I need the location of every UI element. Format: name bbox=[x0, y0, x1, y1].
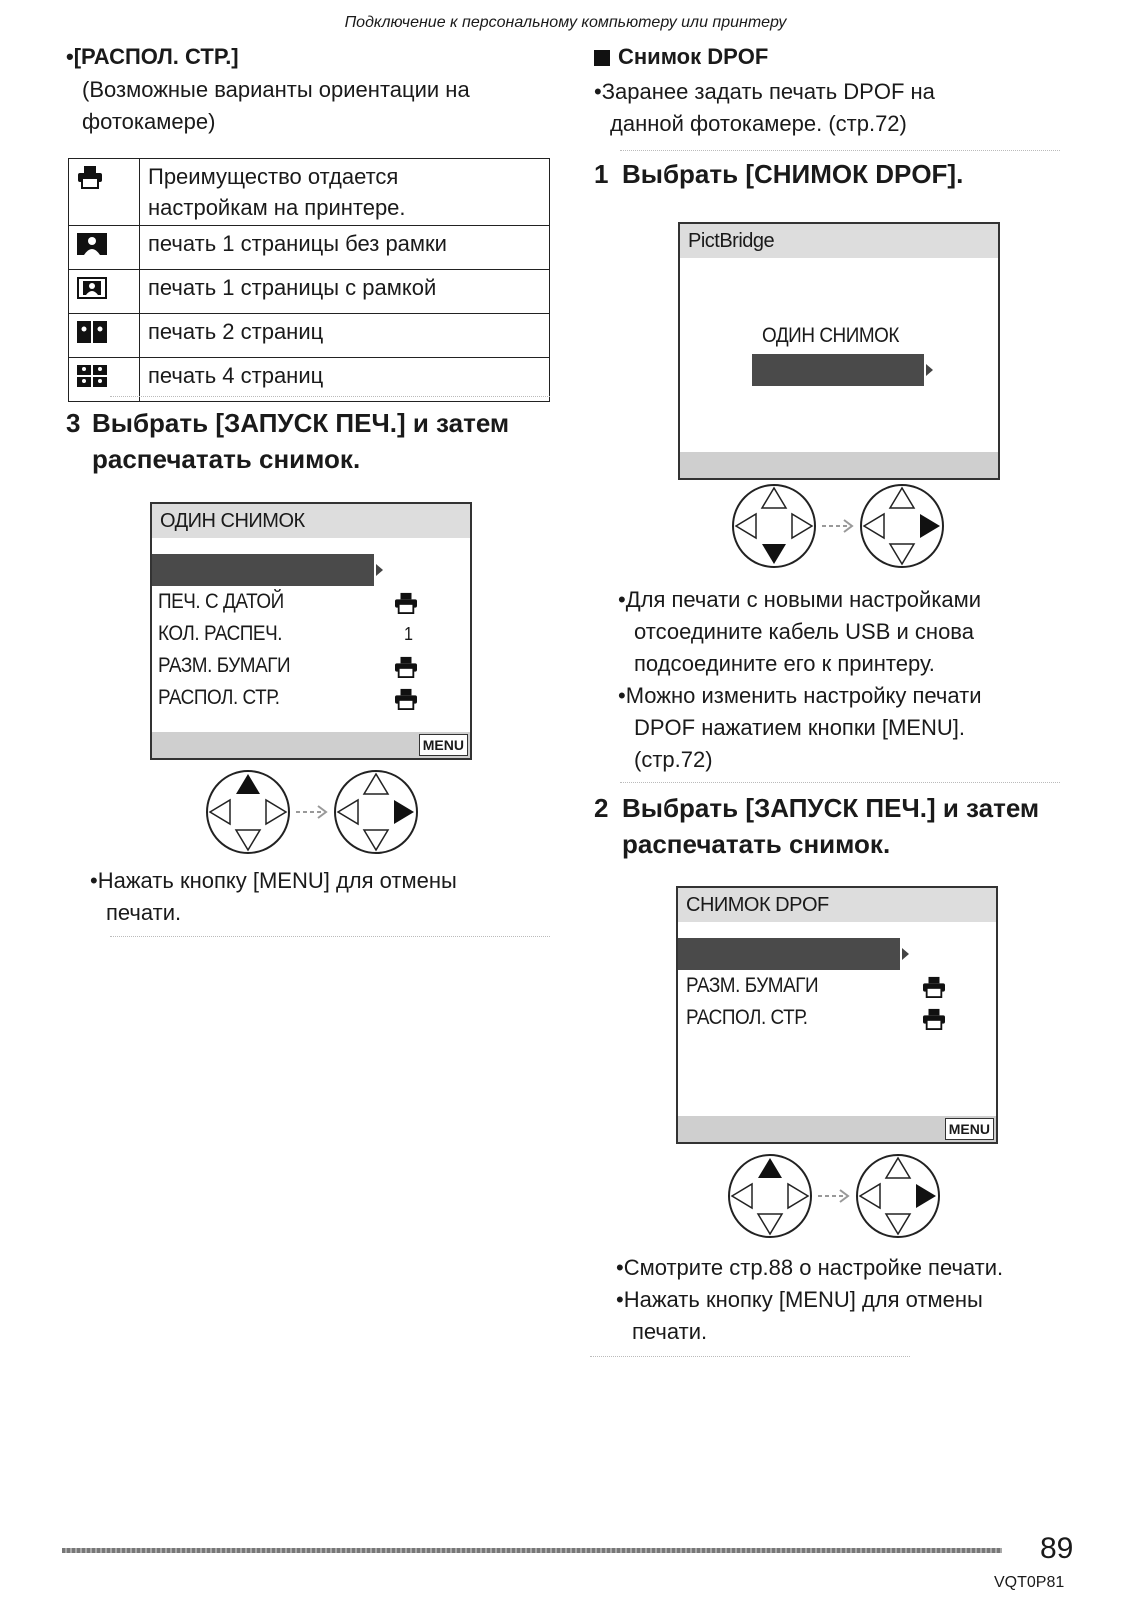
table-text-cell: печать 1 страницы с рамкой bbox=[140, 270, 550, 314]
table-text-cell: Преимущество отдается настройкам на принтере. bbox=[140, 159, 550, 226]
arrow-right-icon bbox=[926, 364, 933, 376]
count-value: 1 bbox=[404, 624, 413, 644]
printer-icon bbox=[922, 1008, 946, 1030]
arrow-right-icon bbox=[818, 1190, 848, 1202]
square-bullet-icon bbox=[594, 50, 610, 66]
2-page-icon bbox=[77, 321, 107, 343]
step3-line2: распечатать снимок. bbox=[92, 444, 361, 474]
menu-row-layout: РАСПОЛ. СТР. bbox=[686, 1006, 808, 1029]
page-header: Подключение к персональному компьютеру или принтеру bbox=[344, 14, 787, 31]
dpad-up-icon bbox=[207, 771, 289, 853]
camera-screen-pictbridge bbox=[678, 222, 1000, 480]
note-line: (стр.72) bbox=[634, 747, 713, 772]
printer-icon bbox=[394, 688, 418, 710]
step1-number: 1 bbox=[594, 159, 609, 189]
table-row bbox=[69, 226, 550, 270]
menu-row-paper-size: РАЗМ. БУМАГИ bbox=[158, 654, 291, 677]
printer-icon bbox=[394, 656, 418, 678]
note-line: отсоедините кабель USB и снова bbox=[634, 619, 974, 644]
note-line: •Нажать кнопку [MENU] для отмены bbox=[616, 1287, 983, 1312]
step3-line1: Выбрать [ЗАПУСК ПЕЧ.] и затем bbox=[92, 408, 510, 438]
selected-item-highlight bbox=[752, 354, 924, 386]
printer-icon bbox=[77, 165, 103, 189]
step2-line2: распечатать снимок. bbox=[622, 829, 891, 859]
note-line: подсоедините его к принтеру. bbox=[634, 651, 935, 676]
dpad-sequence bbox=[730, 482, 948, 570]
printer-icon bbox=[394, 592, 418, 614]
step2-line1: Выбрать [ЗАПУСК ПЕЧ.] и затем bbox=[622, 793, 1040, 823]
table-text-cell: печать 4 страниц bbox=[140, 358, 550, 402]
camera-screen-single bbox=[150, 502, 472, 760]
dpad-right-icon bbox=[335, 771, 417, 853]
dpad-down-icon bbox=[733, 485, 815, 567]
dpad-sequence bbox=[726, 1152, 944, 1240]
menu-item-single: ОДИН СНИМОК bbox=[762, 324, 899, 347]
table-text-cell: печать 1 страницы без рамки bbox=[140, 226, 550, 270]
step3-number: 3 bbox=[66, 408, 81, 438]
step1-text: Выбрать [СНИМОК DPOF]. bbox=[622, 159, 964, 189]
arrow-right-icon bbox=[822, 520, 852, 532]
document-code: VQT0P81 bbox=[994, 1574, 1065, 1591]
bordered-1-page-icon bbox=[77, 277, 107, 299]
note-line: •Для печати с новыми настройками bbox=[618, 587, 982, 612]
layout-options-table bbox=[68, 158, 550, 402]
dpad-right-icon bbox=[857, 1155, 939, 1237]
note-line: •Смотрите стр.88 о настройке печати. bbox=[616, 1255, 1004, 1280]
borderless-1-page-icon bbox=[77, 233, 107, 255]
note-line: •Можно изменить настройку печати bbox=[618, 683, 982, 708]
dpad-right-icon bbox=[861, 485, 943, 567]
menu-row-date: ПЕЧ. С ДАТОЙ bbox=[158, 590, 284, 613]
screen-footer-bar bbox=[152, 732, 470, 758]
cancel-note-line1: •Нажать кнопку [MENU] для отмены bbox=[90, 868, 457, 893]
selected-item-highlight bbox=[678, 938, 900, 970]
dpad-up-icon bbox=[729, 1155, 811, 1237]
step2-number: 2 bbox=[594, 793, 609, 823]
cancel-note-line2: печати. bbox=[106, 900, 182, 925]
screen-title: ОДИН СНИМОК bbox=[152, 504, 470, 538]
menu-row-count: КОЛ. РАСПЕЧ. bbox=[158, 622, 283, 645]
menu-row-layout: РАСПОЛ. СТР. bbox=[158, 686, 280, 709]
printer-icon bbox=[922, 976, 946, 998]
dpof-heading: Снимок DPOF bbox=[618, 44, 769, 69]
arrow-right-icon bbox=[902, 948, 909, 960]
layout-note-line1: (Возможные варианты ориентации на bbox=[82, 77, 470, 102]
screen-title: PictBridge bbox=[680, 224, 998, 258]
dpad-sequence bbox=[204, 768, 422, 856]
arrow-right-icon bbox=[376, 564, 383, 576]
menu-badge: MENU bbox=[419, 734, 468, 756]
layout-note-line2: фотокамере) bbox=[82, 109, 216, 134]
note-line: DPOF нажатием кнопки [MENU]. bbox=[634, 715, 965, 740]
screen-title: СНИМОК DPOF bbox=[678, 888, 996, 922]
table-row bbox=[69, 270, 550, 314]
menu-badge: MENU bbox=[945, 1118, 994, 1140]
note-line: печати. bbox=[632, 1319, 708, 1344]
4-page-icon bbox=[77, 365, 107, 387]
table-text-cell: печать 2 страниц bbox=[140, 314, 550, 358]
arrow-right-icon bbox=[296, 806, 326, 818]
layout-heading: •[РАСПОЛ. СТР.] bbox=[66, 44, 239, 69]
page-number: 89 bbox=[1040, 1532, 1074, 1565]
dpof-note-line1: •Заранее задать печать DPOF на bbox=[594, 79, 935, 104]
screen-footer-bar bbox=[680, 452, 998, 478]
selected-item-highlight bbox=[152, 554, 374, 586]
dpof-note-line2: данной фотокамере. (стр.72) bbox=[610, 111, 907, 136]
table-row bbox=[69, 358, 550, 402]
table-row bbox=[69, 314, 550, 358]
table-icon-cell bbox=[69, 159, 140, 226]
table-row bbox=[69, 159, 550, 226]
menu-row-paper-size: РАЗМ. БУМАГИ bbox=[686, 974, 819, 997]
camera-screen-dpof bbox=[676, 886, 998, 1144]
footer-bar bbox=[62, 1548, 1002, 1553]
screen-footer-bar bbox=[678, 1116, 996, 1142]
